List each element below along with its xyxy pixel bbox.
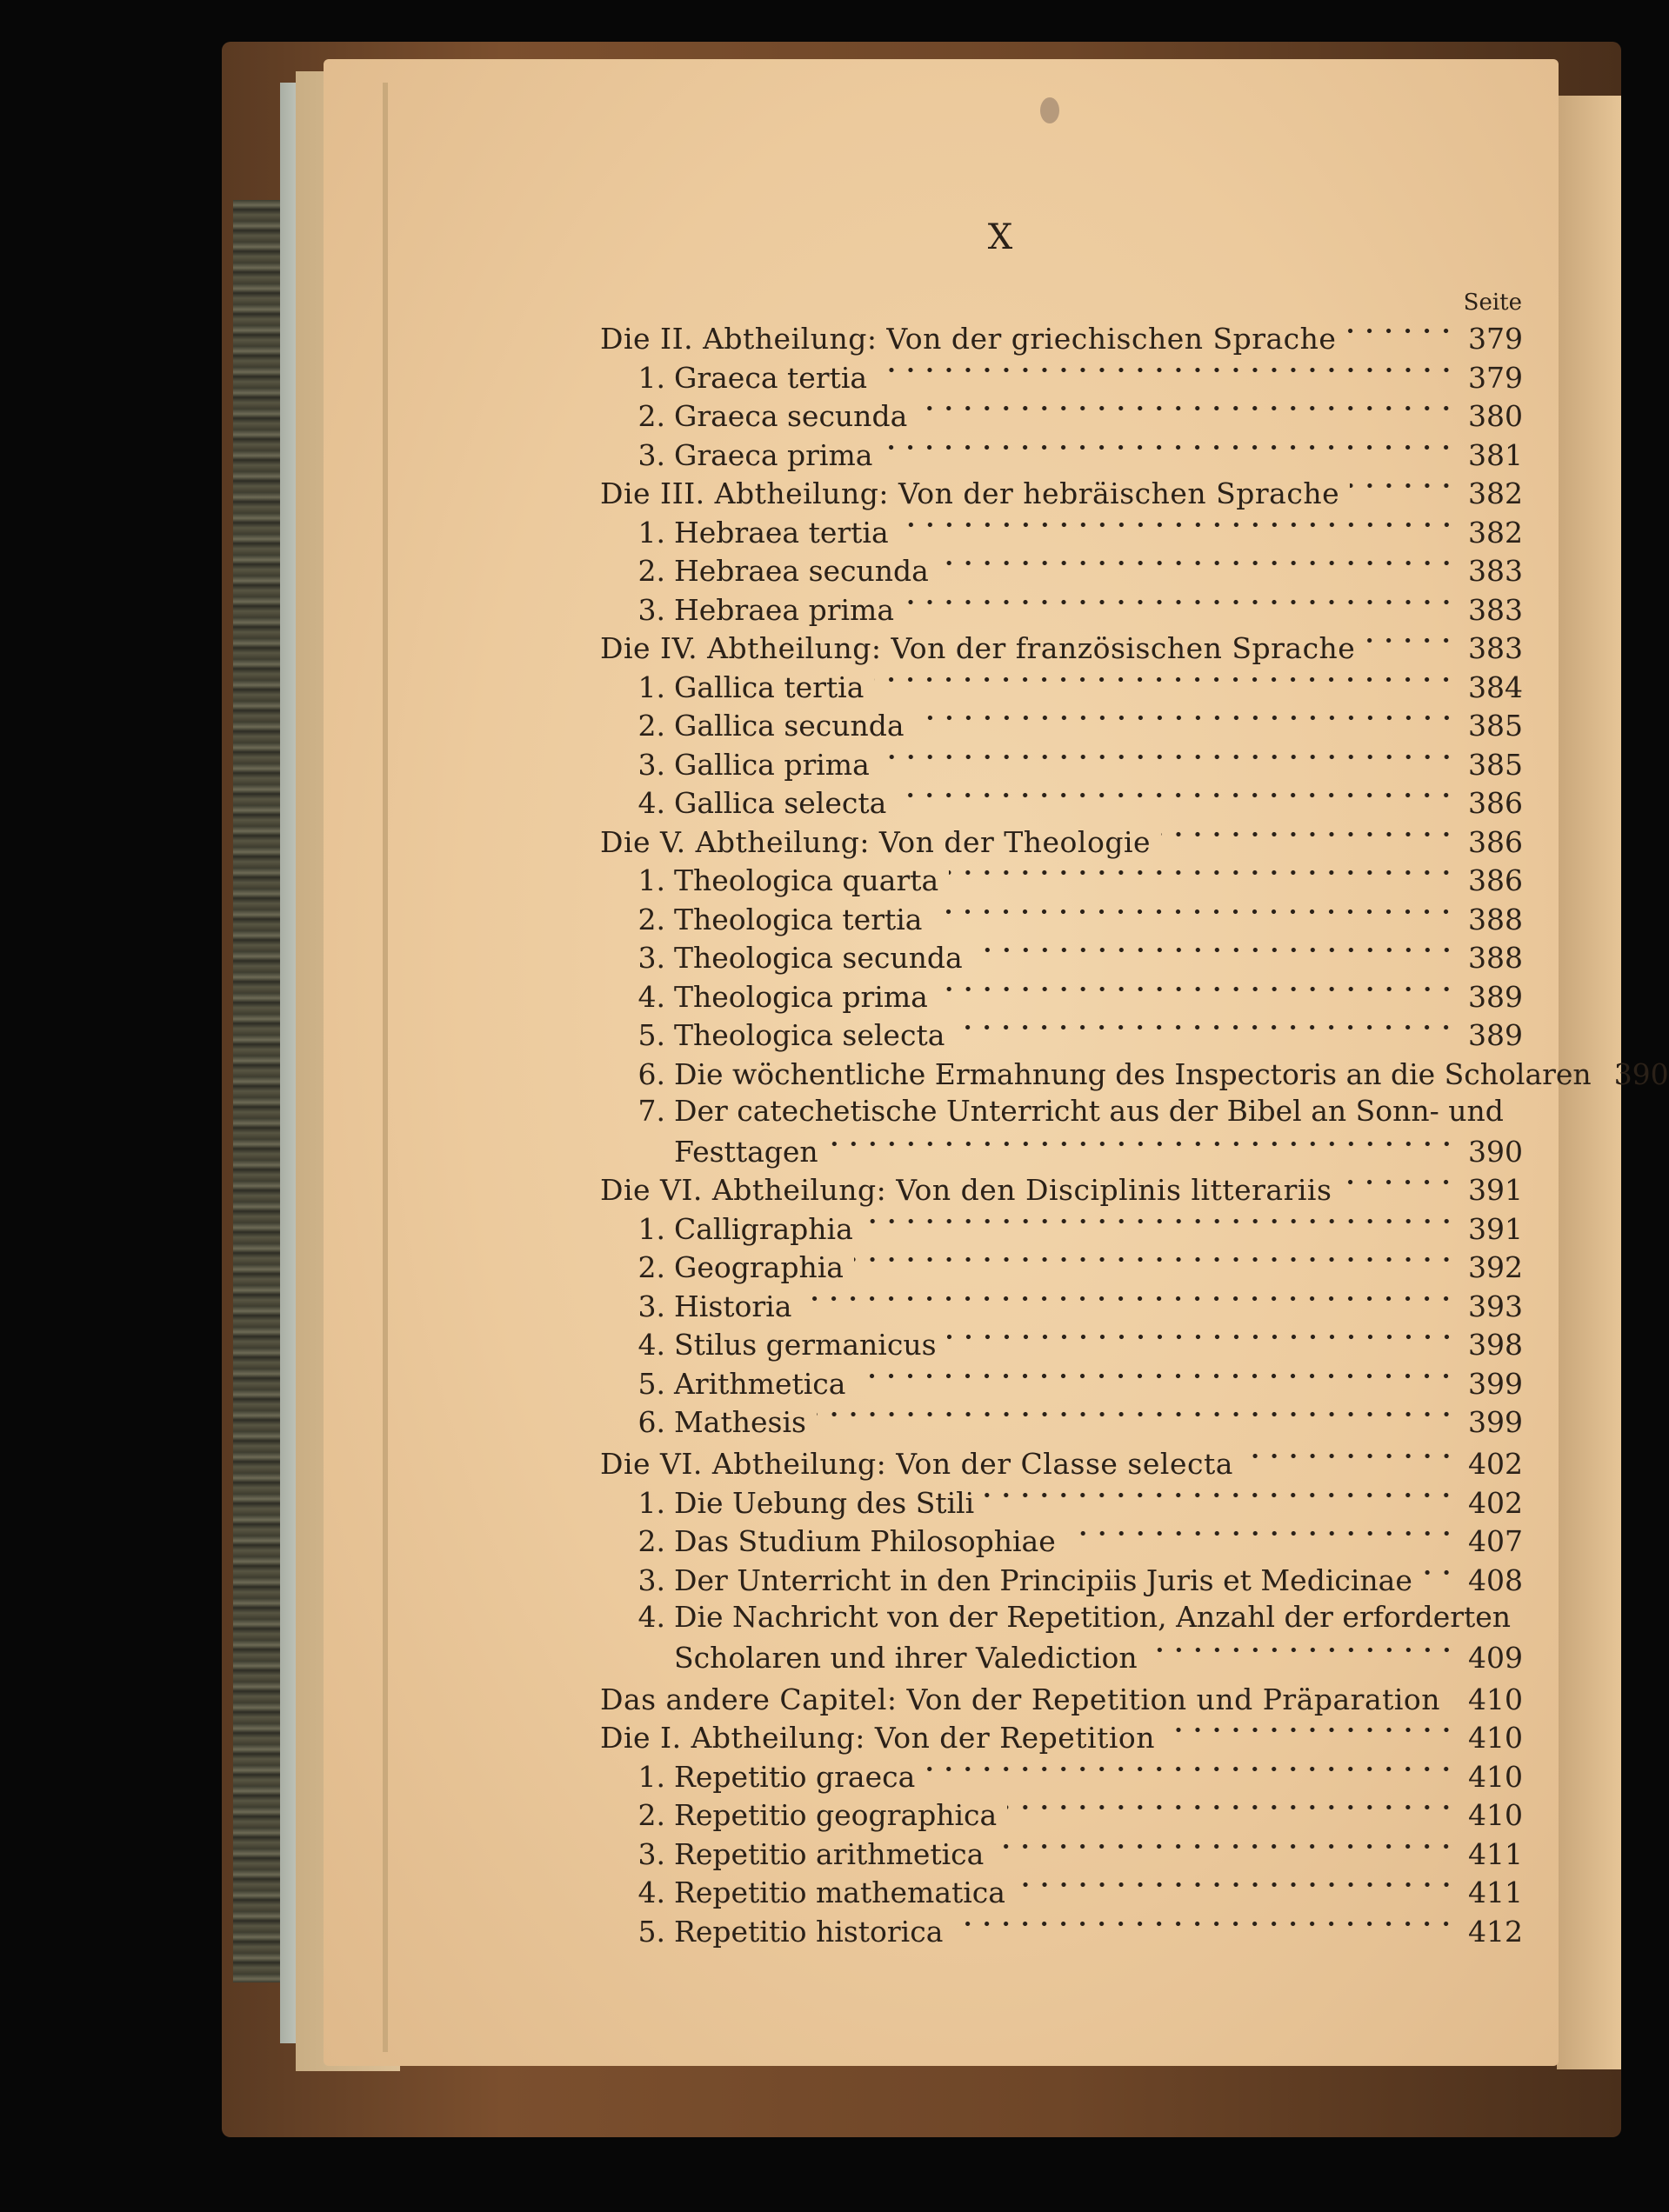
- toc-page-number: 402: [1468, 1485, 1523, 1520]
- toc-entry-label: Stilus germanicus: [674, 1328, 937, 1362]
- toc-entry-label: Die Nachricht von der Repetition, Anzahl der erforderten: [674, 1600, 1512, 1634]
- toc-entry: [600, 552, 1522, 591]
- dot-leader: [915, 707, 1456, 736]
- toc-entry-number: 1.: [638, 515, 665, 550]
- toc-entry-label: Das Studium Philosophiae: [674, 1524, 1056, 1558]
- toc-entry-label: Gallica tertia: [674, 670, 865, 704]
- toc-entry: [600, 939, 1522, 978]
- toc-entry-number: 3.: [638, 1289, 665, 1323]
- toc-entry: [600, 1522, 1522, 1562]
- dot-leader: [985, 1484, 1456, 1513]
- dot-leader: [1451, 1681, 1456, 1709]
- dot-leader: [973, 939, 1456, 968]
- toc-entry: [600, 901, 1522, 940]
- table-of-contents: [600, 320, 1669, 1951]
- toc-entry: [600, 1796, 1522, 1836]
- toc-entry-label: Repetitio mathematica: [674, 1876, 1005, 1909]
- dot-leader: [899, 514, 1456, 543]
- toc-entry-number: 6.: [638, 1056, 665, 1091]
- dot-leader: [1342, 1171, 1456, 1200]
- toc-entry-number: 4.: [638, 1876, 665, 1909]
- toc-entry-label: Graeca prima: [674, 437, 873, 472]
- toc-page-number: 402: [1468, 1447, 1523, 1481]
- toc-entry-number: 3.: [638, 1836, 665, 1871]
- toc-page-number: 389: [1468, 979, 1523, 1014]
- toc-entry-label: Gallica secunda: [674, 709, 905, 743]
- dot-leader: [1346, 320, 1456, 349]
- toc-page-number: 383: [1468, 631, 1523, 665]
- toc-entry-label: Mathesis: [674, 1405, 806, 1439]
- toc-entry: [600, 1403, 1522, 1445]
- toc-entry-label: Repetitio geographica: [674, 1798, 998, 1832]
- dot-leader: [880, 746, 1456, 775]
- toc-page-number: 410: [1468, 1721, 1523, 1755]
- dot-leader: [1016, 1874, 1456, 1902]
- dot-leader: [854, 1249, 1456, 1277]
- dot-leader: [829, 1133, 1456, 1162]
- toc-entry-label: Hebraea prima: [674, 592, 894, 627]
- toc-entry-number: 5.: [638, 1366, 665, 1401]
- toc-entry: [600, 707, 1522, 746]
- dot-leader: [1148, 1639, 1456, 1668]
- toc-entry-label: Gallica prima: [674, 747, 870, 782]
- toc-entry-number: 4.: [638, 786, 665, 820]
- dot-leader: [953, 1913, 1456, 1942]
- toc-page-number: 385: [1468, 709, 1523, 743]
- dot-leader: [1066, 1522, 1456, 1551]
- dot-leader: [874, 669, 1456, 697]
- toc-entry: [600, 1326, 1522, 1365]
- toc-page-number: 411: [1468, 1836, 1523, 1871]
- toc-entry-number: 3.: [638, 941, 665, 975]
- toc-entry-label: Hebraea secunda: [674, 554, 929, 588]
- dot-leader: [1161, 823, 1456, 852]
- toc-section-heading: [600, 1445, 1522, 1484]
- toc-entry-label: Graeca tertia: [674, 360, 868, 395]
- toc-page-number: 410: [1468, 1798, 1523, 1832]
- toc-page-number: 389: [1468, 1018, 1523, 1052]
- toc-entry-number: 2.: [638, 1250, 665, 1284]
- toc-entry: [600, 1874, 1522, 1913]
- toc-entry-label: Historia: [674, 1289, 792, 1323]
- toc-entry-number: 3.: [638, 437, 665, 472]
- toc-page-number: 409: [1468, 1640, 1523, 1675]
- toc-entry-number: 2.: [638, 1524, 665, 1558]
- dot-leader: [938, 978, 1456, 1007]
- toc-entry-number: 3.: [638, 592, 665, 627]
- toc-entry-number: 4.: [638, 979, 665, 1014]
- toc-entry: [600, 1249, 1522, 1288]
- dot-leader: [878, 359, 1456, 388]
- toc-section-heading: [600, 823, 1522, 863]
- toc-entry-number: 1.: [638, 1759, 665, 1794]
- toc-entry-number: 7.: [638, 1094, 665, 1128]
- toc-entry-label: Der catechetische Unterricht aus der Bibel an Sonn- und: [674, 1094, 1504, 1128]
- toc-entry-label: Die Uebung des Stili: [674, 1485, 975, 1520]
- toc-page-number: 392: [1468, 1250, 1523, 1284]
- toc-entry-number: 6.: [638, 1405, 665, 1439]
- ink-spot: [1040, 97, 1059, 123]
- toc-entry: [600, 436, 1522, 476]
- toc-entry-label: Der Unterricht in den Principiis Juris et Medicinae: [674, 1562, 1412, 1597]
- toc-page-number: 385: [1468, 747, 1523, 782]
- dot-leader: [994, 1836, 1456, 1864]
- toc-page-number: 380: [1468, 399, 1523, 433]
- toc-page-number: 382: [1468, 476, 1523, 510]
- toc-entry-number: 3.: [638, 1562, 665, 1597]
- toc-entry: [600, 978, 1522, 1017]
- page-column-header: Seite: [1463, 290, 1522, 316]
- toc-page-number: 386: [1468, 824, 1523, 859]
- page-fold: [383, 83, 388, 2052]
- dot-leader: [1244, 1445, 1456, 1474]
- toc-page-number: 388: [1468, 902, 1523, 936]
- toc-entry: [600, 1056, 1669, 1095]
- toc-page-number: 390: [1468, 1134, 1523, 1169]
- dot-leader: [883, 436, 1456, 465]
- toc-entry: [600, 1836, 1522, 1875]
- toc-entry-number: 1.: [638, 863, 665, 897]
- toc-page-number: 383: [1468, 554, 1523, 588]
- toc-entry-label: Repetitio historica: [674, 1914, 944, 1949]
- toc-entry-number: 1.: [638, 1485, 665, 1520]
- toc-entry-number: 2.: [638, 902, 665, 936]
- dot-leader: [955, 1016, 1456, 1045]
- dot-leader: [1165, 1719, 1456, 1748]
- marbled-board: [233, 200, 287, 1982]
- toc-page-number: 383: [1468, 592, 1523, 627]
- toc-entry-label: Die wöchentliche Ermahnung des Inspectoris an die Scholaren: [674, 1056, 1592, 1091]
- toc-entry-number: 2.: [638, 1798, 665, 1832]
- dot-leader: [949, 862, 1456, 890]
- toc-entry: [600, 1484, 1522, 1523]
- toc-entry-number: 3.: [638, 747, 665, 782]
- toc-page-number: 391: [1468, 1173, 1523, 1207]
- dot-leader: [939, 552, 1456, 581]
- toc-page-number: 407: [1468, 1524, 1523, 1558]
- toc-entry-number: 4.: [638, 1328, 665, 1362]
- toc-entry-number: 2.: [638, 554, 665, 588]
- dot-leader: [1365, 630, 1456, 658]
- toc-entry-label: Festtagen: [674, 1134, 818, 1169]
- toc-entry-number: 2.: [638, 399, 665, 433]
- dot-leader: [897, 784, 1456, 813]
- toc-section-heading: [600, 1719, 1522, 1758]
- toc-entry: [600, 1365, 1522, 1404]
- toc-page-number: 386: [1468, 786, 1523, 820]
- toc-entry-label: Hebraea tertia: [674, 515, 889, 550]
- toc-entry-label: Die VI. Abtheilung: Von den Disciplinis litterariis: [600, 1173, 1332, 1207]
- toc-entry: [600, 669, 1522, 708]
- toc-entry-label: Graeca secunda: [674, 399, 908, 433]
- toc-page-number: 398: [1468, 1328, 1523, 1362]
- toc-entry: [600, 1913, 1522, 1952]
- toc-page-number: 412: [1468, 1914, 1523, 1949]
- dot-leader: [918, 397, 1456, 426]
- toc-page-number: 390: [1613, 1056, 1669, 1091]
- toc-entry-label: Das andere Capitel: Von der Repetition und Präparation: [600, 1682, 1441, 1716]
- dot-leader: [1423, 1562, 1456, 1590]
- toc-entry: [600, 1210, 1522, 1249]
- toc-page-number: 388: [1468, 941, 1523, 975]
- toc-page-number: 381: [1468, 437, 1523, 472]
- toc-entry: [600, 591, 1522, 630]
- toc-entry-number: 5.: [638, 1018, 665, 1052]
- toc-entry: [600, 1094, 1522, 1133]
- toc-entry-label: Theologica quarta: [674, 863, 939, 897]
- toc-page-number: 410: [1468, 1682, 1523, 1716]
- dot-leader: [1350, 475, 1456, 503]
- toc-entry-label: Die III. Abtheilung: Von der hebräischen Sprache: [600, 476, 1340, 510]
- toc-entry-number: 1.: [638, 360, 665, 395]
- toc-entry-label: Die VI. Abtheilung: Von der Classe selecta: [600, 1447, 1233, 1481]
- toc-entry: [600, 1133, 1522, 1172]
- toc-entry-number: 4.: [638, 1600, 665, 1634]
- toc-page-number: 399: [1468, 1366, 1523, 1401]
- toc-page-number: 382: [1468, 515, 1523, 550]
- toc-entry-label: Arithmetica: [674, 1366, 846, 1401]
- toc-entry: [600, 397, 1522, 436]
- toc-entry: [600, 1639, 1522, 1681]
- toc-entry: [600, 1600, 1522, 1639]
- toc-entry-number: 5.: [638, 1914, 665, 1949]
- toc-entry: [600, 1288, 1522, 1327]
- toc-entry-number: 1.: [638, 670, 665, 704]
- toc-page-number: 379: [1468, 360, 1523, 395]
- dot-leader: [856, 1365, 1456, 1394]
- dot-leader: [925, 1758, 1456, 1787]
- toc-entry: [600, 1758, 1522, 1797]
- toc-entry: [600, 514, 1522, 553]
- page-number: X: [987, 217, 1013, 257]
- toc-entry: [600, 359, 1522, 398]
- dot-leader: [864, 1210, 1456, 1239]
- toc-entry-label: Theologica secunda: [674, 941, 963, 975]
- toc-entry-label: Scholaren und ihrer Valediction: [674, 1640, 1138, 1675]
- toc-page-number: 379: [1468, 322, 1523, 356]
- toc-page-number: 399: [1468, 1405, 1523, 1439]
- toc-entry-label: Die V. Abtheilung: Von der Theologie: [600, 824, 1152, 859]
- toc-entry: [600, 1016, 1522, 1056]
- toc-entry-label: Calligraphia: [674, 1211, 853, 1246]
- toc-entry-label: Die I. Abtheilung: Von der Repetition: [600, 1721, 1156, 1755]
- toc-entry-label: Die IV. Abtheilung: Von der französischen Sprache: [600, 631, 1356, 665]
- toc-entry-label: Theologica prima: [674, 979, 928, 1014]
- toc-entry-number: 1.: [638, 1211, 665, 1246]
- toc-entry: [600, 1562, 1522, 1601]
- dot-leader: [932, 901, 1456, 929]
- dot-leader: [905, 591, 1456, 620]
- toc-page-number: 393: [1468, 1289, 1523, 1323]
- toc-entry: [600, 784, 1522, 823]
- toc-section-heading: [600, 475, 1522, 514]
- toc-entry-label: Gallica selecta: [674, 786, 887, 820]
- toc-entry-label: Geographia: [674, 1250, 844, 1284]
- toc-page-number: 391: [1468, 1211, 1523, 1246]
- toc-section-heading: [600, 1681, 1522, 1720]
- toc-entry-label: Die II. Abtheilung: Von der griechischen Sprache: [600, 322, 1337, 356]
- toc-entry-label: Theologica selecta: [674, 1018, 945, 1052]
- toc-entry-number: 2.: [638, 709, 665, 743]
- toc-entry: [600, 746, 1522, 785]
- dot-leader: [817, 1403, 1456, 1432]
- toc-section-heading: [600, 320, 1522, 359]
- toc-page-number: 408: [1468, 1562, 1523, 1597]
- dot-leader: [947, 1326, 1456, 1355]
- toc-entry-label: Repetitio arithmetica: [674, 1836, 985, 1871]
- toc-page-number: 384: [1468, 670, 1523, 704]
- toc-page-number: 410: [1468, 1759, 1523, 1794]
- toc-entry-label: Repetitio graeca: [674, 1759, 916, 1794]
- toc-page-number: 411: [1468, 1876, 1523, 1909]
- toc-entry-label: Theologica tertia: [674, 902, 923, 936]
- toc-page-number: 386: [1468, 863, 1523, 897]
- toc-entry: [600, 862, 1522, 901]
- toc-section-heading: [600, 1171, 1522, 1210]
- dot-leader: [1007, 1796, 1456, 1825]
- dot-leader: [802, 1288, 1456, 1316]
- toc-section-heading: [600, 630, 1522, 669]
